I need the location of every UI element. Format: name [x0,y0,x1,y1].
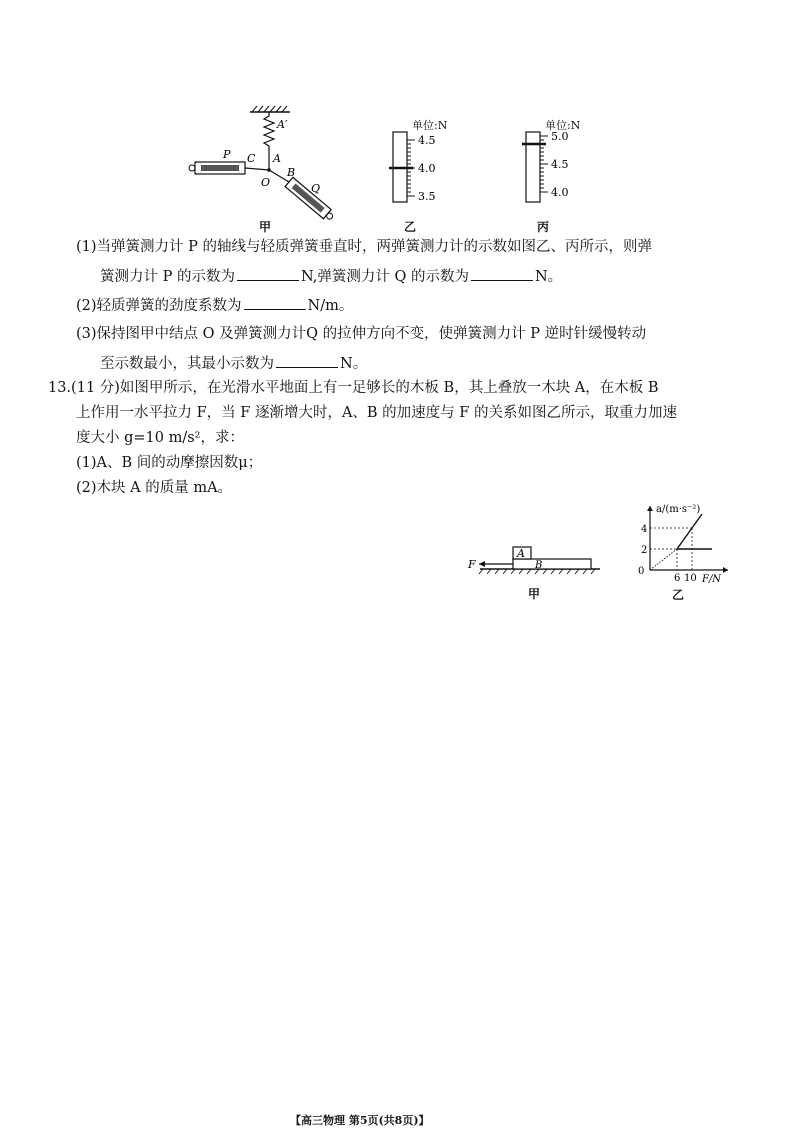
q12-3-line1: (3)保持图甲中结点 O 及弹簧测力计Q 的拉伸方向不变，使弹簧测力计 P 逆时针缓慢转动 [76,326,647,342]
tick-yi-2: 3.5 [418,190,436,203]
label-p: P [223,148,231,161]
q12-1-text-a: 簧测力计 P 的示数为 [100,269,235,285]
answer-blank-p [237,266,299,281]
q13-part2: (2)木块 A 的质量 mA。 [76,480,233,496]
ylabel-a: a/(m·s⁻²) [656,504,701,515]
tick-yi-0: 4.5 [418,134,436,147]
xlabel-f: F/N [702,574,722,585]
label-board-b: B [535,560,543,571]
figure-jia-spring-setup [185,100,345,225]
q13-line3: 度大小 g=10 m/s²，求： [76,430,244,446]
q13-line1: 13.(11 分)如图甲所示，在光滑水平地面上有一足够长的木板 B，其上叠放一木块 A，在木板 B [48,380,659,396]
xtick-10: 10 [684,573,697,584]
tick-bing-0: 5.0 [551,130,569,143]
q13-line2: 上作用一水平拉力 F，当 F 逐渐增大时，A、B 的加速度与 F 的关系如图乙所示，取重力加速 [76,405,677,421]
label-a-prime: A′ [277,118,288,131]
caption-bing: 丙 [537,220,550,234]
q12-1-line1: (1)当弹簧测力计 P 的轴线与轻质弹簧垂直时，两弹簧测力计的示数如图乙、丙所示，则弹 [76,239,653,255]
unit-bing: 单位:N [545,119,581,132]
q12-1-text-c: N。 [534,269,563,285]
label-block-a: A [517,547,525,560]
tick-bing-2: 4.0 [551,186,569,199]
q12-1-text-b: N,弹簧测力计 Q 的示数为 [300,269,469,285]
ytick-4: 4 [641,524,648,535]
answer-blank-min [276,353,338,368]
label-b: B [287,166,296,179]
label-a: A [273,152,281,165]
q12-3-line2 [100,353,367,374]
label-c: C [247,152,256,165]
page-footer: 【高三物理 第5页(共8页)】 [290,1114,430,1127]
figure13-jia-board-block [465,535,605,580]
caption13-yi: 乙 [672,588,685,602]
ytick-2: 2 [641,545,648,556]
tick-yi-1: 4.0 [418,162,436,175]
caption13-jia: 甲 [528,587,541,601]
label-q: Q [311,182,321,195]
caption-yi: 乙 [404,220,417,234]
q12-2-text-a: (2)轻质弹簧的劲度系数为 [76,298,242,314]
unit-yi: 单位:N [412,119,448,132]
xtick-6: 6 [674,573,681,584]
label-o: O [261,176,271,189]
figure-bing-scale [518,130,578,205]
tick-bing-1: 4.5 [551,158,569,171]
q12-2-text-b: N/m。 [307,298,354,314]
figure13-yi-af-graph [630,500,735,585]
q12-2 [76,295,353,316]
ytick-0: 0 [638,566,645,577]
q12-3-text-b: N。 [340,356,368,372]
answer-blank-k [244,295,306,310]
caption-jia: 甲 [259,220,272,234]
q12-1-line2 [100,266,562,287]
q12-3-text-a: 至示数最小，其最小示数为 [100,356,274,372]
figure-yi-scale [385,130,445,205]
answer-blank-q [471,266,533,281]
label-f: F [468,558,476,571]
q13-part1: (1)A、B 间的动摩擦因数μ； [76,455,263,471]
